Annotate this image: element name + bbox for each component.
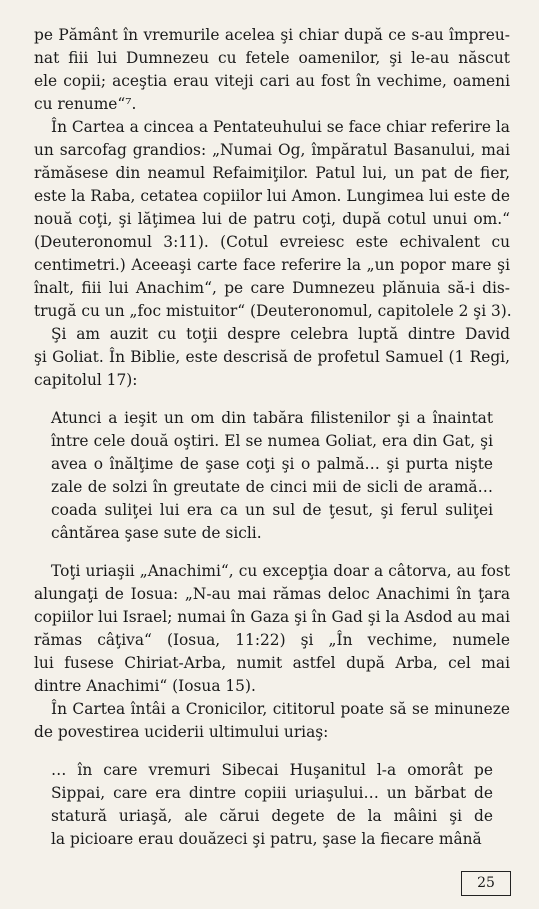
page-number: 25 — [461, 871, 511, 896]
text-line: alungaţi de Iosua: „N-au mai rămas deloc Anachimi în ţara — [34, 585, 510, 603]
text-line: … în care vremuri Sibecai Huşanitul l-a omorât pe — [51, 761, 493, 779]
text-line: între cele două oştiri. El se numea Goliat, era din Gat, şi — [51, 432, 493, 450]
paragraph-spacer — [34, 392, 510, 407]
paragraph — [34, 24, 510, 116]
text-line: de povestirea uciderii ultimului uriaş: — [34, 723, 329, 741]
text-line: capitolul 17): — [34, 371, 138, 389]
text-line: nat fiii lui Dumnezeu cu fetele oamenilor, şi le-au născut — [34, 49, 510, 67]
text-line: trugă cu un „foc mistuitor“ (Deuteronomul, capitolele 2 şi 3). — [34, 302, 512, 320]
text-line: cu renume“⁷. — [34, 95, 137, 113]
text-line: dintre Anachimi“ (Iosua 15). — [34, 677, 256, 695]
text-line: zale de solzi în greutate de cinci mii de sicli de aramă… — [51, 478, 493, 496]
text-line: nouă coţi, şi lăţimea lui de patru coţi, după cotul unui om.“ — [34, 210, 510, 228]
block-quote — [34, 407, 510, 545]
text-line: centimetri.) Aceeaşi carte face referire la „un popor mare şi — [34, 256, 510, 274]
text-line: rămas câţiva“ (Iosua, 11:22) şi „În vechime, numele — [34, 631, 510, 649]
text-line: Atunci a ieşit un om din tabăra filistenilor şi a înaintat — [51, 409, 493, 427]
text-line: pe Pământ în vremurile acelea şi chiar după ce s-au împreu- — [34, 26, 510, 44]
text-line: lui fusese Chiriat-Arba, numit astfel după Arba, cel mai — [34, 654, 510, 672]
text-line: ele copii; aceştia erau viteji cari au fost în vechime, oameni — [34, 72, 510, 90]
text-line: Toţi uriaşii „Anachimi“, cu excepţia doar a câtorva, au fost — [51, 562, 510, 580]
text-line: un sarcofag grandios: „Numai Og, împăratul Basanului, mai — [34, 141, 510, 159]
text-line: şi Goliat. În Biblie, este descrisă de profetul Samuel (1 Regi, — [34, 348, 510, 366]
paragraph — [34, 116, 510, 323]
text-line: este la Raba, cetatea copiilor lui Amon. Lungimea lui este de — [34, 187, 510, 205]
text-line: Sippai, care era dintre copiii uriaşului… un bărbat de — [51, 784, 493, 802]
text-line: coada suliţei lui era ca un sul de ţesut, şi ferul suliţei — [51, 501, 493, 519]
text-line: copiilor lui Israel; numai în Gaza şi în Gad şi la Asdod au mai — [34, 608, 510, 626]
paragraph — [34, 698, 510, 744]
text-line: înalt, fiii lui Anachim“, pe care Dumnezeu plănuia să-i dis- — [34, 279, 510, 297]
text-line: rămăsese din neamul Refaimiţilor. Patul lui, un pat de fier, — [34, 164, 510, 182]
text-line: (Deuteronomul 3:11). (Cotul evreiesc este echivalent cu — [34, 233, 510, 251]
text-line: Şi am auzit cu toţii despre celebra luptă dintre David — [51, 325, 510, 343]
text-line: statură uriaşă, ale cărui degete de la mâini şi de — [51, 807, 493, 825]
text-line: În Cartea întâi a Cronicilor, cititorul poate să se minuneze — [51, 700, 510, 718]
text-line: avea o înălţime de şase coţi şi o palmă… şi purta nişte — [51, 455, 493, 473]
paragraph — [34, 323, 510, 392]
paragraph-spacer — [34, 744, 510, 759]
block-quote — [34, 759, 510, 851]
page-text — [34, 24, 510, 851]
text-line: În Cartea a cincea a Pentateuhului se face chiar referire la — [51, 118, 510, 136]
text-line: la picioare erau douăzeci şi patru, şase la fiecare mână — [51, 830, 482, 848]
paragraph — [34, 560, 510, 698]
paragraph-spacer — [34, 545, 510, 560]
text-line: cântărea şase sute de sicli. — [51, 524, 262, 542]
